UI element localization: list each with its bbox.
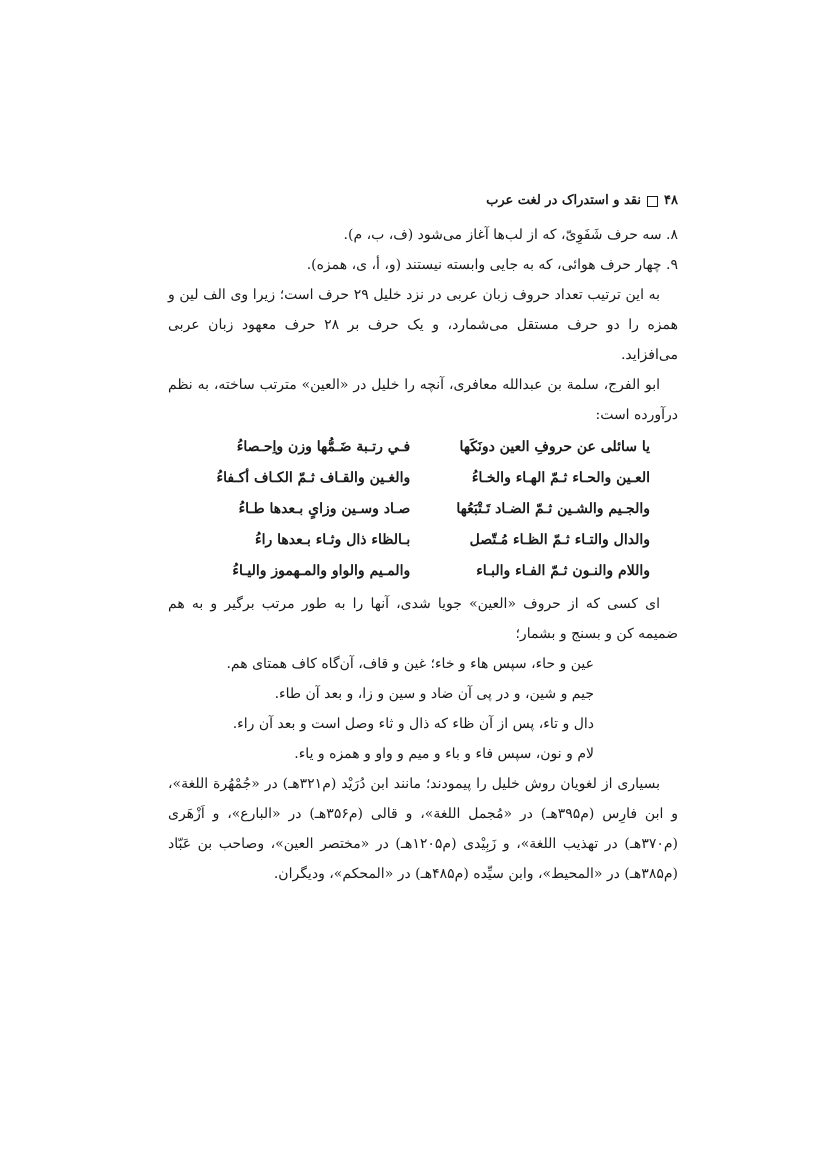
verse-hemistich-right: یا سائلی عن حروفِ العین دونَکَها <box>459 439 650 455</box>
poem-verse <box>168 432 678 463</box>
verse-hemistich-right: والجـیم والشـین ثـمّ الضـاد تَـتْبَعُها <box>456 501 650 517</box>
translation-line: جیم و شین، و در پی آن ضاد و سین و زا، و بعد آن طاء. <box>274 686 594 702</box>
verse-hemistich-right: واللام والنـون ثـمّ الفـاء والبـاء <box>476 563 650 579</box>
poem-verse <box>168 494 678 525</box>
paragraph: بسیاری از لغویان روش خلیل را پیمودند؛ مانند ابن دُرَیْد (م۳۲۱هـ) در «جُمْهُرة اللغة»، و ابن فارِس (م۳۹۵هـ) در «مُجمل اللغة»، و قالی (م۳۵۶هـ) در «البارع»، و اَزْهَری (م۳۷۰هـ) در تهذیب اللغة»، و زَبِیْدی (م۱۲۰۵هـ) در «مختصر العین»، وصاحب بن عَبّاد (م۳۸۵هـ) در «المحیط»، وابن سیِّده (م۴۸۵هـ) در «المحکم»، ودیگران. <box>168 776 679 882</box>
verse-hemistich-left: صـاد وسـین وزایٍ بـعدها طـاءُ <box>238 501 411 517</box>
poem <box>168 432 678 587</box>
translation-line: لام و نون، سپس فاء و باء و میم و واو و همزه و یاء. <box>294 746 594 762</box>
verse-hemistich-right: العـین والحـاء ثـمّ الهـاء والخـاءُ <box>471 470 650 486</box>
page <box>168 190 678 889</box>
verse-hemistich-left: بـالظاء ذال وثـاء بـعدها راءُ <box>254 532 411 548</box>
poem-translation <box>168 649 678 769</box>
translation-line: عین و حاء، سپس هاء و خاء؛ غین و قاف، آن‌گاه کاف همتای هم. <box>226 656 594 672</box>
page-number: ۴۸ <box>664 193 678 208</box>
verse-hemistich-right: والدال والتـاء ثـمّ الظـاء مُـتّصل <box>469 532 650 548</box>
square-box-icon <box>647 196 658 207</box>
poem-verse <box>168 556 678 587</box>
poem-verse <box>168 463 678 494</box>
paragraph: به این ترتیب تعداد حروف زبان عربی در نزد خلیل ۲۹ حرف است؛ زیرا وی الف لین و همزه را دو حرف مستقل می‌شمارد، و یک حرف بر ۲۸ حرف معهود زبان عربی می‌افزاید. <box>168 287 678 363</box>
poem-verse <box>168 525 678 556</box>
translation-line: دال و تاء، پس از آن ظاء که ذال و ثاء وصل است و بعد آن راء. <box>232 716 594 732</box>
verse-hemistich-left: والغـین والقـاف ثـمّ الکـاف أکـفاءُ <box>216 470 411 486</box>
running-title: نقد و استدراک در لغت عرب <box>486 193 642 208</box>
running-header <box>168 190 678 212</box>
list-item: ۸. سه حرف شَفَوِیّ، که از لب‌ها آغاز می‌شود (ف، ب، م). <box>343 227 678 243</box>
verse-hemistich-left: فـي رتـبة ضَـمُّها وزن واِحـصاءُ <box>236 439 411 455</box>
paragraph: ابو الفرج، سلمة بن عبدالله معافری، آنچه را خلیل در «العین» مترتب ساخته، به نظم درآورده است: <box>168 377 678 423</box>
verse-hemistich-left: والمـیم والواو والمـهموز والیـاءُ <box>232 563 411 579</box>
paragraph: ای کسی که از حروف «العین» جویا شدی، آنها را به طور مرتب برگیر و به هم ضمیمه کن و بسنج و بشمار؛ <box>168 596 678 642</box>
list-item: ۹. چهار حرف هوائی، که به جایی وابسته نیستند (و، أ، ی، همزه). <box>306 257 678 273</box>
